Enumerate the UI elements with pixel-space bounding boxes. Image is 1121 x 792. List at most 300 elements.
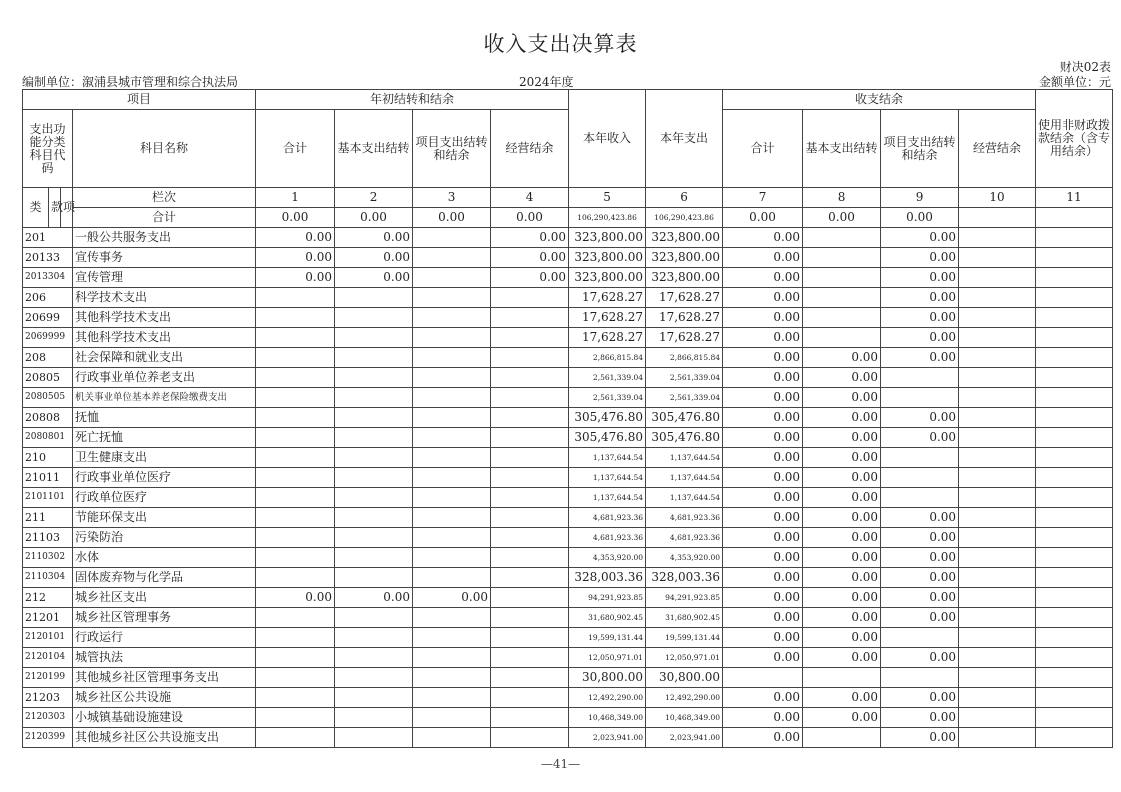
row-cell	[413, 468, 491, 488]
row-cell	[335, 608, 413, 628]
row-name: 宣传事务	[73, 248, 256, 268]
row-cell: 0.00	[723, 708, 803, 728]
col-num: 9	[881, 188, 959, 208]
row-code: 2080505	[23, 388, 73, 408]
row-cell	[256, 488, 335, 508]
row-name: 水体	[73, 548, 256, 568]
row-code: 2069999	[23, 328, 73, 348]
row-cell: 0.00	[881, 708, 959, 728]
row-cell	[335, 348, 413, 368]
header-begin-basic: 基本支出结转	[335, 110, 413, 188]
row-cell: 0.00	[881, 408, 959, 428]
row-cell: 0.00	[723, 488, 803, 508]
row-cell	[881, 628, 959, 648]
header-expense: 本年支出	[646, 90, 723, 188]
row-code: 21103	[23, 528, 73, 548]
row-cell	[256, 408, 335, 428]
row-cell	[335, 508, 413, 528]
row-cell	[1036, 268, 1113, 288]
row-cell: 0.00	[723, 648, 803, 668]
row-cell	[1036, 308, 1113, 328]
row-cell: 12,050,971.01	[646, 648, 723, 668]
row-cell: 1,137,644.54	[646, 488, 723, 508]
row-cell: 0.00	[881, 588, 959, 608]
row-cell	[256, 568, 335, 588]
row-cell	[491, 308, 569, 328]
row-cell	[881, 468, 959, 488]
row-cell	[959, 368, 1036, 388]
row-cell: 0.00	[491, 268, 569, 288]
row-cell: 0.00	[723, 728, 803, 748]
row-cell: 328,003.36	[569, 568, 646, 588]
row-cell	[491, 668, 569, 688]
row-cell: 0.00	[881, 648, 959, 668]
row-cell	[1036, 728, 1113, 748]
row-cell	[413, 728, 491, 748]
row-cell: 0.00	[723, 288, 803, 308]
row-cell: 0.00	[256, 588, 335, 608]
row-code: 201	[23, 228, 73, 248]
row-cell: 0.00	[803, 508, 881, 528]
row-name: 城乡社区支出	[73, 588, 256, 608]
header-code-col: 支出功能分类科目代码	[23, 110, 73, 188]
row-cell	[1036, 248, 1113, 268]
row-cell	[959, 568, 1036, 588]
row-cell	[413, 328, 491, 348]
row-cell: 4,681,923.36	[569, 508, 646, 528]
total-cell	[959, 208, 1036, 228]
row-cell	[959, 588, 1036, 608]
row-name: 行政事业单位养老支出	[73, 368, 256, 388]
row-cell: 0.00	[881, 568, 959, 588]
row-name: 行政事业单位医疗	[73, 468, 256, 488]
col-num: 10	[959, 188, 1036, 208]
row-cell	[413, 428, 491, 448]
total-cell: 0.00	[413, 208, 491, 228]
row-cell: 323,800.00	[646, 268, 723, 288]
row-cell: 0.00	[723, 388, 803, 408]
row-cell: 323,800.00	[646, 228, 723, 248]
row-cell	[413, 668, 491, 688]
row-cell	[1036, 688, 1113, 708]
header-begin-proj: 项目支出结转和结余	[413, 110, 491, 188]
row-cell	[491, 328, 569, 348]
header-name-col: 科目名称	[73, 110, 256, 188]
row-cell: 0.00	[723, 228, 803, 248]
row-cell: 0.00	[723, 508, 803, 528]
row-cell: 0.00	[803, 488, 881, 508]
row-code: 208	[23, 348, 73, 368]
row-cell: 0.00	[881, 348, 959, 368]
row-cell: 1,137,644.54	[646, 448, 723, 468]
row-name: 卫生健康支出	[73, 448, 256, 468]
row-cell: 0.00	[803, 528, 881, 548]
row-cell	[413, 628, 491, 648]
row-cell	[256, 668, 335, 688]
row-cell	[959, 348, 1036, 368]
row-cell	[256, 388, 335, 408]
row-cell: 323,800.00	[646, 248, 723, 268]
row-cell: 0.00	[723, 588, 803, 608]
row-cell	[491, 448, 569, 468]
row-cell	[335, 428, 413, 448]
row-cell: 0.00	[335, 268, 413, 288]
row-code: 2120101	[23, 628, 73, 648]
row-name: 节能环保支出	[73, 508, 256, 528]
row-code: 2101101	[23, 488, 73, 508]
row-cell	[491, 508, 569, 528]
header-income: 本年收入	[569, 90, 646, 188]
row-cell	[413, 228, 491, 248]
row-cell: 0.00	[723, 268, 803, 288]
row-cell	[1036, 408, 1113, 428]
row-cell	[256, 468, 335, 488]
row-cell: 30,800.00	[569, 668, 646, 688]
col-num: 11	[1036, 188, 1113, 208]
row-code: 2120104	[23, 648, 73, 668]
table-body	[23, 228, 1113, 748]
row-cell	[256, 528, 335, 548]
row-cell	[1036, 628, 1113, 648]
row-cell	[959, 728, 1036, 748]
row-cell: 0.00	[881, 268, 959, 288]
row-cell: 4,681,923.36	[646, 528, 723, 548]
row-cell	[491, 288, 569, 308]
row-cell: 323,800.00	[569, 228, 646, 248]
row-cell	[881, 368, 959, 388]
row-cell	[1036, 328, 1113, 348]
row-cell: 0.00	[803, 408, 881, 428]
row-cell	[256, 348, 335, 368]
row-cell	[959, 228, 1036, 248]
row-cell	[335, 408, 413, 428]
row-cell: 0.00	[723, 448, 803, 468]
row-code: 20808	[23, 408, 73, 428]
table-row	[23, 348, 1113, 368]
row-name: 城管执法	[73, 648, 256, 668]
row-cell	[256, 628, 335, 648]
row-cell	[959, 548, 1036, 568]
row-cell	[959, 508, 1036, 528]
table-row	[23, 228, 1113, 248]
row-cell	[959, 328, 1036, 348]
row-cell: 0.00	[256, 268, 335, 288]
row-cell	[335, 648, 413, 668]
row-cell: 0.00	[803, 708, 881, 728]
row-code: 21011	[23, 468, 73, 488]
row-cell	[881, 488, 959, 508]
row-cell	[1036, 528, 1113, 548]
row-cell	[959, 428, 1036, 448]
row-name: 城乡社区管理事务	[73, 608, 256, 628]
row-code: 21201	[23, 608, 73, 628]
row-code: 206	[23, 288, 73, 308]
info-row	[22, 73, 1111, 89]
row-cell: 17,628.27	[646, 288, 723, 308]
row-cell	[959, 408, 1036, 428]
row-cell: 0.00	[491, 248, 569, 268]
row-cell: 31,680,902.45	[646, 608, 723, 628]
table-row	[23, 588, 1113, 608]
row-cell: 2,561,339.04	[646, 388, 723, 408]
table-row	[23, 288, 1113, 308]
table-row	[23, 428, 1113, 448]
row-cell	[335, 308, 413, 328]
row-cell: 2,866,815.84	[569, 348, 646, 368]
col-num: 5	[569, 188, 646, 208]
row-cell	[959, 628, 1036, 648]
header-kuan: 款	[49, 188, 61, 228]
row-cell: 0.00	[723, 608, 803, 628]
row-cell: 17,628.27	[569, 308, 646, 328]
settlement-table	[22, 89, 1113, 748]
table-row	[23, 248, 1113, 268]
header-bal-total: 合计	[723, 110, 803, 188]
table-row	[23, 688, 1113, 708]
table-row	[23, 528, 1113, 548]
row-cell: 10,468,349.00	[569, 708, 646, 728]
row-cell	[413, 648, 491, 668]
row-cell	[959, 248, 1036, 268]
table-row	[23, 488, 1113, 508]
row-cell	[959, 708, 1036, 728]
row-cell: 0.00	[256, 228, 335, 248]
row-cell: 1,137,644.54	[646, 468, 723, 488]
header-bal-proj: 项目支出结转和结余	[881, 110, 959, 188]
row-cell	[803, 228, 881, 248]
row-cell: 17,628.27	[646, 328, 723, 348]
row-cell: 0.00	[803, 368, 881, 388]
table-row	[23, 388, 1113, 408]
row-cell	[256, 448, 335, 468]
table-row	[23, 448, 1113, 468]
row-cell	[803, 308, 881, 328]
row-code: 212	[23, 588, 73, 608]
year-label: 2024年度	[519, 75, 574, 89]
total-cell: 0.00	[256, 208, 335, 228]
row-cell	[1036, 548, 1113, 568]
row-cell	[413, 408, 491, 428]
total-cell: 0.00	[803, 208, 881, 228]
row-cell: 2,561,339.04	[569, 368, 646, 388]
page-title: 收入支出决算表	[483, 32, 638, 56]
row-name: 死亡抚恤	[73, 428, 256, 448]
total-cell: 106,290,423.86	[646, 208, 723, 228]
row-cell	[959, 308, 1036, 328]
row-cell: 12,492,290.00	[646, 688, 723, 708]
table-row	[23, 508, 1113, 528]
row-cell	[1036, 428, 1113, 448]
row-cell: 0.00	[803, 688, 881, 708]
row-cell: 19,599,131.44	[569, 628, 646, 648]
row-cell	[491, 428, 569, 448]
row-code: 210	[23, 448, 73, 468]
row-cell	[413, 708, 491, 728]
row-cell: 30,800.00	[646, 668, 723, 688]
row-cell: 0.00	[803, 388, 881, 408]
row-code: 2013304	[23, 268, 73, 288]
row-cell	[335, 708, 413, 728]
row-name: 城乡社区公共设施	[73, 688, 256, 708]
header-balance-group: 收支结余	[723, 90, 1036, 110]
row-cell	[256, 288, 335, 308]
row-cell: 17,628.27	[569, 328, 646, 348]
row-cell	[335, 288, 413, 308]
row-cell	[413, 568, 491, 588]
row-cell: 0.00	[723, 408, 803, 428]
row-cell	[491, 648, 569, 668]
table-row	[23, 628, 1113, 648]
row-cell	[491, 688, 569, 708]
row-code: 2120399	[23, 728, 73, 748]
row-cell: 0.00	[803, 448, 881, 468]
row-cell: 94,291,923.85	[569, 588, 646, 608]
row-cell	[959, 528, 1036, 548]
row-cell	[1036, 468, 1113, 488]
row-cell	[803, 668, 881, 688]
row-cell	[491, 548, 569, 568]
row-cell	[413, 608, 491, 628]
row-cell: 0.00	[881, 548, 959, 568]
row-cell	[413, 528, 491, 548]
col-num: 2	[335, 188, 413, 208]
row-cell: 0.00	[803, 548, 881, 568]
row-cell: 2,023,941.00	[569, 728, 646, 748]
row-cell	[723, 668, 803, 688]
row-cell: 0.00	[803, 648, 881, 668]
row-name: 其他科学技术支出	[73, 308, 256, 328]
row-cell	[803, 268, 881, 288]
row-name: 行政运行	[73, 628, 256, 648]
row-cell	[335, 328, 413, 348]
row-name: 机关事业单位基本养老保险缴费支出	[73, 388, 256, 408]
row-cell: 4,681,923.36	[646, 508, 723, 528]
row-name: 污染防治	[73, 528, 256, 548]
row-cell	[491, 588, 569, 608]
row-code: 20133	[23, 248, 73, 268]
row-cell: 0.00	[723, 568, 803, 588]
row-cell	[413, 488, 491, 508]
row-cell	[335, 368, 413, 388]
row-cell	[959, 468, 1036, 488]
row-cell	[413, 248, 491, 268]
row-cell	[256, 328, 335, 348]
row-cell	[959, 668, 1036, 688]
row-cell: 0.00	[723, 548, 803, 568]
row-cell	[413, 548, 491, 568]
row-cell: 12,050,971.01	[569, 648, 646, 668]
table-row	[23, 568, 1113, 588]
header-begin-group: 年初结转和结余	[256, 90, 569, 110]
row-cell	[803, 328, 881, 348]
row-cell: 323,800.00	[569, 268, 646, 288]
org-label: 编制单位：溆浦县城市管理和综合执法局	[22, 75, 239, 89]
row-cell: 305,476.80	[646, 428, 723, 448]
row-cell	[491, 608, 569, 628]
row-cell	[803, 288, 881, 308]
row-cell	[959, 608, 1036, 628]
table-row	[23, 608, 1113, 628]
row-cell: 1,137,644.54	[569, 488, 646, 508]
row-name: 一般公共服务支出	[73, 228, 256, 248]
form-code: 财决02表	[1059, 60, 1111, 74]
row-cell: 0.00	[881, 248, 959, 268]
row-cell: 0.00	[256, 248, 335, 268]
header-begin-total: 合计	[256, 110, 335, 188]
header-bal-basic: 基本支出结转	[803, 110, 881, 188]
row-cell: 0.00	[881, 308, 959, 328]
row-cell	[335, 488, 413, 508]
row-cell: 0.00	[881, 508, 959, 528]
row-cell	[256, 508, 335, 528]
row-cell	[1036, 288, 1113, 308]
row-cell	[491, 628, 569, 648]
col-num: 4	[491, 188, 569, 208]
row-cell	[491, 488, 569, 508]
header-bal-oper: 经营结余	[959, 110, 1036, 188]
row-cell: 94,291,923.85	[646, 588, 723, 608]
table-row	[23, 548, 1113, 568]
header-lanci: 栏次	[73, 188, 256, 208]
row-cell	[335, 468, 413, 488]
page-number: —41—	[540, 757, 581, 771]
row-cell	[959, 648, 1036, 668]
col-num: 6	[646, 188, 723, 208]
row-cell	[881, 388, 959, 408]
row-cell	[959, 268, 1036, 288]
row-cell: 0.00	[881, 228, 959, 248]
row-cell	[413, 268, 491, 288]
row-cell	[881, 668, 959, 688]
row-name: 社会保障和就业支出	[73, 348, 256, 368]
header-lei: 类	[23, 188, 49, 228]
row-cell: 0.00	[723, 468, 803, 488]
header-project: 项目	[23, 90, 256, 110]
total-cell: 0.00	[723, 208, 803, 228]
row-cell	[491, 468, 569, 488]
row-cell	[335, 688, 413, 708]
total-cell: 0.00	[335, 208, 413, 228]
row-code: 2080801	[23, 428, 73, 448]
row-cell	[413, 388, 491, 408]
row-cell: 0.00	[335, 248, 413, 268]
row-cell: 4,353,920.00	[569, 548, 646, 568]
row-cell: 0.00	[803, 628, 881, 648]
row-cell: 4,681,923.36	[569, 528, 646, 548]
row-cell	[491, 408, 569, 428]
row-cell	[413, 308, 491, 328]
row-cell: 328,003.36	[646, 568, 723, 588]
row-code: 20699	[23, 308, 73, 328]
row-cell: 17,628.27	[646, 308, 723, 328]
table-row	[23, 648, 1113, 668]
row-cell: 0.00	[723, 528, 803, 548]
row-cell: 0.00	[335, 228, 413, 248]
row-cell	[256, 608, 335, 628]
table-row	[23, 328, 1113, 348]
row-cell: 0.00	[723, 348, 803, 368]
row-name: 固体废弃物与化学品	[73, 568, 256, 588]
row-cell	[335, 628, 413, 648]
row-name: 其他城乡社区公共设施支出	[73, 728, 256, 748]
row-name: 宣传管理	[73, 268, 256, 288]
row-cell	[335, 528, 413, 548]
row-cell	[256, 728, 335, 748]
row-cell	[491, 368, 569, 388]
row-code: 20805	[23, 368, 73, 388]
row-cell: 0.00	[881, 728, 959, 748]
row-code: 21203	[23, 688, 73, 708]
